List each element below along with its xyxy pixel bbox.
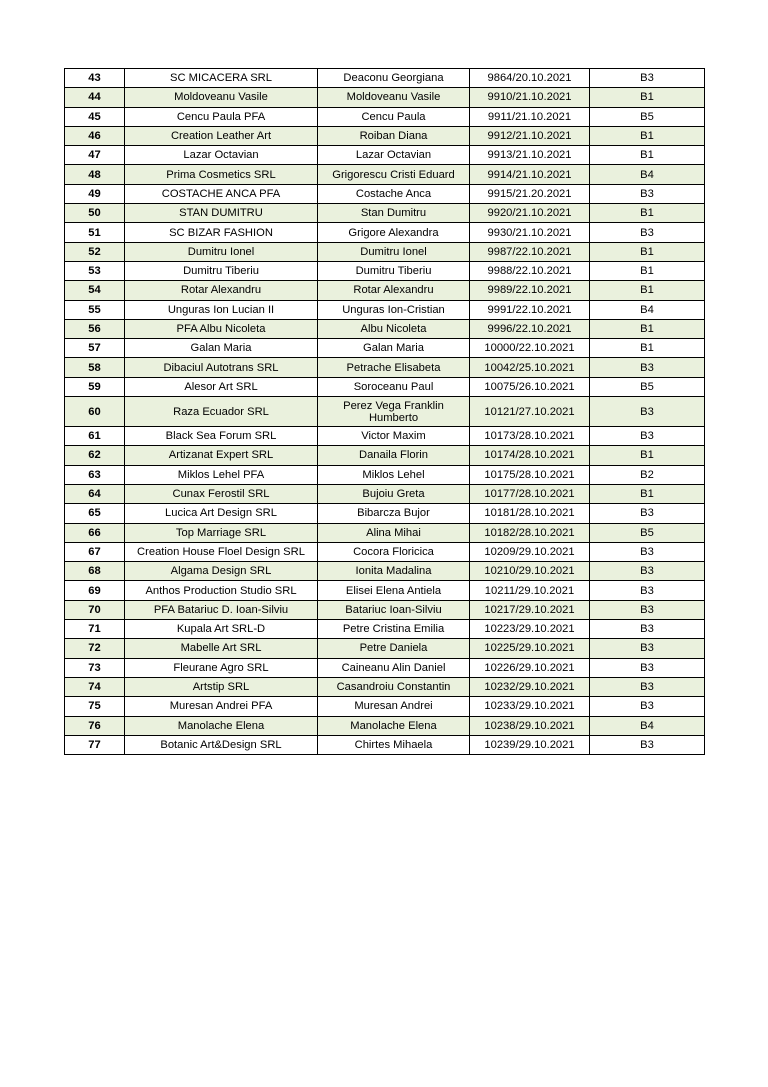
representative-cell: Roiban Diana bbox=[318, 126, 470, 145]
representative-cell: Perez Vega Franklin Humberto bbox=[318, 397, 470, 427]
category-code-cell: B1 bbox=[590, 484, 705, 503]
table-row bbox=[65, 677, 705, 696]
category-code-cell: B1 bbox=[590, 319, 705, 338]
company-cell: PFA Batariuc D. Ioan-Silviu bbox=[125, 600, 318, 619]
category-code-cell: B3 bbox=[590, 735, 705, 754]
registration-number-cell: 9911/21.10.2021 bbox=[470, 107, 590, 126]
representative-cell: Dumitru Tiberiu bbox=[318, 261, 470, 280]
row-number-cell: 52 bbox=[65, 242, 125, 261]
row-number-cell: 58 bbox=[65, 358, 125, 377]
table-row bbox=[65, 204, 705, 223]
category-code-cell: B1 bbox=[590, 204, 705, 223]
company-cell: Galan Maria bbox=[125, 339, 318, 358]
registration-number-cell: 10181/28.10.2021 bbox=[470, 504, 590, 523]
category-code-cell: B1 bbox=[590, 261, 705, 280]
category-code-cell: B3 bbox=[590, 69, 705, 88]
category-code-cell: B1 bbox=[590, 281, 705, 300]
representative-cell: Petre Cristina Emilia bbox=[318, 620, 470, 639]
company-cell: Dumitru Ionel bbox=[125, 242, 318, 261]
representative-cell: Chirtes Mihaela bbox=[318, 735, 470, 754]
registration-number-cell: 10239/29.10.2021 bbox=[470, 735, 590, 754]
company-cell: Raza Ecuador SRL bbox=[125, 397, 318, 427]
category-code-cell: B3 bbox=[590, 581, 705, 600]
row-number-cell: 65 bbox=[65, 504, 125, 523]
category-code-cell: B3 bbox=[590, 620, 705, 639]
registration-number-cell: 10177/28.10.2021 bbox=[470, 484, 590, 503]
row-number-cell: 57 bbox=[65, 339, 125, 358]
company-cell: Rotar Alexandru bbox=[125, 281, 318, 300]
row-number-cell: 64 bbox=[65, 484, 125, 503]
representative-cell: Petrache Elisabeta bbox=[318, 358, 470, 377]
company-cell: Prima Cosmetics SRL bbox=[125, 165, 318, 184]
table-row bbox=[65, 484, 705, 503]
registration-number-cell: 9913/21.10.2021 bbox=[470, 146, 590, 165]
representative-cell: Alina Mihai bbox=[318, 523, 470, 542]
row-number-cell: 74 bbox=[65, 677, 125, 696]
category-code-cell: B1 bbox=[590, 146, 705, 165]
registration-number-cell: 10226/29.10.2021 bbox=[470, 658, 590, 677]
company-cell: SC MICACERA SRL bbox=[125, 69, 318, 88]
company-cell: Top Marriage SRL bbox=[125, 523, 318, 542]
row-number-cell: 71 bbox=[65, 620, 125, 639]
table-row bbox=[65, 735, 705, 754]
table-row bbox=[65, 620, 705, 639]
category-code-cell: B3 bbox=[590, 223, 705, 242]
registration-number-cell: 9914/21.10.2021 bbox=[470, 165, 590, 184]
row-number-cell: 54 bbox=[65, 281, 125, 300]
registration-number-cell: 10075/26.10.2021 bbox=[470, 377, 590, 396]
company-cell: Dumitru Tiberiu bbox=[125, 261, 318, 280]
registration-number-cell: 10209/29.10.2021 bbox=[470, 542, 590, 561]
representative-cell: Caineanu Alin Daniel bbox=[318, 658, 470, 677]
table-row bbox=[65, 242, 705, 261]
representative-cell: Cocora Floricica bbox=[318, 542, 470, 561]
row-number-cell: 76 bbox=[65, 716, 125, 735]
row-number-cell: 59 bbox=[65, 377, 125, 396]
representative-cell: Deaconu Georgiana bbox=[318, 69, 470, 88]
company-cell: Cunax Ferostil SRL bbox=[125, 484, 318, 503]
table-row bbox=[65, 165, 705, 184]
table-row bbox=[65, 716, 705, 735]
table-row bbox=[65, 562, 705, 581]
representative-cell: Bujoiu Greta bbox=[318, 484, 470, 503]
registration-number-cell: 9910/21.10.2021 bbox=[470, 88, 590, 107]
row-number-cell: 46 bbox=[65, 126, 125, 145]
registration-number-cell: 9920/21.10.2021 bbox=[470, 204, 590, 223]
representative-cell: Miklos Lehel bbox=[318, 465, 470, 484]
row-number-cell: 48 bbox=[65, 165, 125, 184]
row-number-cell: 51 bbox=[65, 223, 125, 242]
table-row bbox=[65, 126, 705, 145]
category-code-cell: B5 bbox=[590, 523, 705, 542]
table-row bbox=[65, 658, 705, 677]
category-code-cell: B3 bbox=[590, 358, 705, 377]
category-code-cell: B3 bbox=[590, 697, 705, 716]
registration-number-cell: 10238/29.10.2021 bbox=[470, 716, 590, 735]
category-code-cell: B3 bbox=[590, 677, 705, 696]
registration-number-cell: 10217/29.10.2021 bbox=[470, 600, 590, 619]
representative-cell: Grigore Alexandra bbox=[318, 223, 470, 242]
company-cell: Alesor Art SRL bbox=[125, 377, 318, 396]
row-number-cell: 68 bbox=[65, 562, 125, 581]
table-row bbox=[65, 377, 705, 396]
category-code-cell: B1 bbox=[590, 446, 705, 465]
company-cell: Mabelle Art SRL bbox=[125, 639, 318, 658]
registry-table-body bbox=[65, 69, 705, 755]
table-row bbox=[65, 397, 705, 427]
category-code-cell: B3 bbox=[590, 600, 705, 619]
registration-number-cell: 10232/29.10.2021 bbox=[470, 677, 590, 696]
company-cell: Black Sea Forum SRL bbox=[125, 427, 318, 446]
registration-number-cell: 10210/29.10.2021 bbox=[470, 562, 590, 581]
representative-cell: Soroceanu Paul bbox=[318, 377, 470, 396]
category-code-cell: B3 bbox=[590, 658, 705, 677]
table-row bbox=[65, 223, 705, 242]
row-number-cell: 44 bbox=[65, 88, 125, 107]
company-cell: Artstip SRL bbox=[125, 677, 318, 696]
registration-number-cell: 10233/29.10.2021 bbox=[470, 697, 590, 716]
company-cell: Lucica Art Design SRL bbox=[125, 504, 318, 523]
table-row bbox=[65, 319, 705, 338]
row-number-cell: 60 bbox=[65, 397, 125, 427]
company-cell: Botanic Art&Design SRL bbox=[125, 735, 318, 754]
registration-number-cell: 10121/27.10.2021 bbox=[470, 397, 590, 427]
row-number-cell: 75 bbox=[65, 697, 125, 716]
representative-cell: Manolache Elena bbox=[318, 716, 470, 735]
table-row bbox=[65, 504, 705, 523]
company-cell: Creation House Floel Design SRL bbox=[125, 542, 318, 561]
category-code-cell: B1 bbox=[590, 339, 705, 358]
table-row bbox=[65, 339, 705, 358]
row-number-cell: 47 bbox=[65, 146, 125, 165]
company-cell: Kupala Art SRL-D bbox=[125, 620, 318, 639]
company-cell: Moldoveanu Vasile bbox=[125, 88, 318, 107]
category-code-cell: B3 bbox=[590, 542, 705, 561]
company-cell: STAN DUMITRU bbox=[125, 204, 318, 223]
table-row bbox=[65, 281, 705, 300]
representative-cell: Petre Daniela bbox=[318, 639, 470, 658]
table-row bbox=[65, 542, 705, 561]
table-row bbox=[65, 88, 705, 107]
company-cell: Unguras Ion Lucian II bbox=[125, 300, 318, 319]
table-row bbox=[65, 581, 705, 600]
category-code-cell: B3 bbox=[590, 427, 705, 446]
table-row bbox=[65, 146, 705, 165]
table-row bbox=[65, 427, 705, 446]
representative-cell: Lazar Octavian bbox=[318, 146, 470, 165]
category-code-cell: B3 bbox=[590, 639, 705, 658]
representative-cell: Albu Nicoleta bbox=[318, 319, 470, 338]
category-code-cell: B1 bbox=[590, 126, 705, 145]
representative-cell: Elisei Elena Antiela bbox=[318, 581, 470, 600]
registration-number-cell: 10000/22.10.2021 bbox=[470, 339, 590, 358]
row-number-cell: 43 bbox=[65, 69, 125, 88]
row-number-cell: 69 bbox=[65, 581, 125, 600]
table-row bbox=[65, 465, 705, 484]
row-number-cell: 77 bbox=[65, 735, 125, 754]
category-code-cell: B2 bbox=[590, 465, 705, 484]
representative-cell: Muresan Andrei bbox=[318, 697, 470, 716]
representative-cell: Batariuc Ioan-Silviu bbox=[318, 600, 470, 619]
representative-cell: Costache Anca bbox=[318, 184, 470, 203]
company-cell: SC BIZAR FASHION bbox=[125, 223, 318, 242]
table-row bbox=[65, 261, 705, 280]
registration-number-cell: 10173/28.10.2021 bbox=[470, 427, 590, 446]
row-number-cell: 61 bbox=[65, 427, 125, 446]
registration-number-cell: 9991/22.10.2021 bbox=[470, 300, 590, 319]
company-cell: Dibaciul Autotrans SRL bbox=[125, 358, 318, 377]
registration-number-cell: 10175/28.10.2021 bbox=[470, 465, 590, 484]
company-cell: PFA Albu Nicoleta bbox=[125, 319, 318, 338]
category-code-cell: B3 bbox=[590, 397, 705, 427]
registry-table bbox=[64, 68, 705, 755]
company-cell: Lazar Octavian bbox=[125, 146, 318, 165]
company-cell: Artizanat Expert SRL bbox=[125, 446, 318, 465]
registration-number-cell: 10225/29.10.2021 bbox=[470, 639, 590, 658]
company-cell: Anthos Production Studio SRL bbox=[125, 581, 318, 600]
table-row bbox=[65, 107, 705, 126]
representative-cell: Danaila Florin bbox=[318, 446, 470, 465]
registration-number-cell: 10223/29.10.2021 bbox=[470, 620, 590, 639]
category-code-cell: B4 bbox=[590, 716, 705, 735]
registration-number-cell: 10182/28.10.2021 bbox=[470, 523, 590, 542]
representative-cell: Stan Dumitru bbox=[318, 204, 470, 223]
table-row bbox=[65, 69, 705, 88]
registration-number-cell: 10042/25.10.2021 bbox=[470, 358, 590, 377]
row-number-cell: 55 bbox=[65, 300, 125, 319]
category-code-cell: B1 bbox=[590, 242, 705, 261]
row-number-cell: 73 bbox=[65, 658, 125, 677]
representative-cell: Unguras Ion-Cristian bbox=[318, 300, 470, 319]
category-code-cell: B3 bbox=[590, 562, 705, 581]
company-cell: Creation Leather Art bbox=[125, 126, 318, 145]
category-code-cell: B3 bbox=[590, 504, 705, 523]
category-code-cell: B3 bbox=[590, 184, 705, 203]
category-code-cell: B1 bbox=[590, 88, 705, 107]
representative-cell: Grigorescu Cristi Eduard bbox=[318, 165, 470, 184]
row-number-cell: 62 bbox=[65, 446, 125, 465]
category-code-cell: B5 bbox=[590, 377, 705, 396]
representative-cell: Bibarcza Bujor bbox=[318, 504, 470, 523]
company-cell: Miklos Lehel PFA bbox=[125, 465, 318, 484]
representative-cell: Casandroiu Constantin bbox=[318, 677, 470, 696]
registration-number-cell: 9912/21.10.2021 bbox=[470, 126, 590, 145]
registration-number-cell: 10174/28.10.2021 bbox=[470, 446, 590, 465]
table-row bbox=[65, 600, 705, 619]
representative-cell: Moldoveanu Vasile bbox=[318, 88, 470, 107]
company-cell: COSTACHE ANCA PFA bbox=[125, 184, 318, 203]
row-number-cell: 67 bbox=[65, 542, 125, 561]
registration-number-cell: 9996/22.10.2021 bbox=[470, 319, 590, 338]
registration-number-cell: 9915/21.20.2021 bbox=[470, 184, 590, 203]
row-number-cell: 50 bbox=[65, 204, 125, 223]
representative-cell: Ionita Madalina bbox=[318, 562, 470, 581]
category-code-cell: B5 bbox=[590, 107, 705, 126]
category-code-cell: B4 bbox=[590, 165, 705, 184]
representative-cell: Cencu Paula bbox=[318, 107, 470, 126]
table-row bbox=[65, 446, 705, 465]
company-cell: Cencu Paula PFA bbox=[125, 107, 318, 126]
row-number-cell: 66 bbox=[65, 523, 125, 542]
row-number-cell: 49 bbox=[65, 184, 125, 203]
table-row bbox=[65, 300, 705, 319]
row-number-cell: 63 bbox=[65, 465, 125, 484]
row-number-cell: 70 bbox=[65, 600, 125, 619]
table-row bbox=[65, 523, 705, 542]
company-cell: Muresan Andrei PFA bbox=[125, 697, 318, 716]
registration-number-cell: 9987/22.10.2021 bbox=[470, 242, 590, 261]
category-code-cell: B4 bbox=[590, 300, 705, 319]
row-number-cell: 56 bbox=[65, 319, 125, 338]
representative-cell: Dumitru Ionel bbox=[318, 242, 470, 261]
table-row bbox=[65, 358, 705, 377]
row-number-cell: 53 bbox=[65, 261, 125, 280]
registration-number-cell: 10211/29.10.2021 bbox=[470, 581, 590, 600]
company-cell: Manolache Elena bbox=[125, 716, 318, 735]
row-number-cell: 45 bbox=[65, 107, 125, 126]
representative-cell: Rotar Alexandru bbox=[318, 281, 470, 300]
registration-number-cell: 9864/20.10.2021 bbox=[470, 69, 590, 88]
registration-number-cell: 9988/22.10.2021 bbox=[470, 261, 590, 280]
registration-number-cell: 9930/21.10.2021 bbox=[470, 223, 590, 242]
representative-cell: Galan Maria bbox=[318, 339, 470, 358]
company-cell: Fleurane Agro SRL bbox=[125, 658, 318, 677]
representative-cell: Victor Maxim bbox=[318, 427, 470, 446]
table-row bbox=[65, 697, 705, 716]
company-cell: Algama Design SRL bbox=[125, 562, 318, 581]
registration-number-cell: 9989/22.10.2021 bbox=[470, 281, 590, 300]
row-number-cell: 72 bbox=[65, 639, 125, 658]
table-row bbox=[65, 184, 705, 203]
table-row bbox=[65, 639, 705, 658]
